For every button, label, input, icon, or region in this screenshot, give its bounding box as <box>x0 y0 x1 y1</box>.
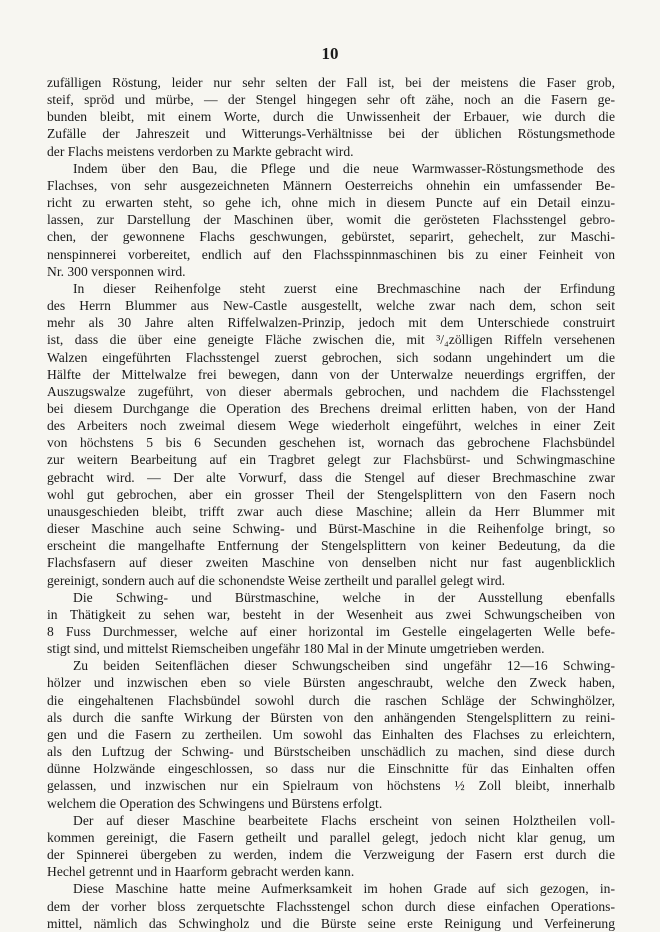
text-line: Diese Maschine hatte meine Aufmerksamkeit im hohen Grade auf sich gezogen, in- <box>73 881 615 897</box>
text-line: Zufälle der Jahreszeit und Witterungs-Verhältnisse bei der üblichen Röstungsmethode <box>47 126 615 142</box>
text-line: zufälligen Röstung, leider nur sehr selten der Fall ist, bei der meistens die Faser grob, <box>47 75 615 90</box>
text-line: als durch die sanfte Wirkung der Bürsten von den anhängenden Stengelsplittern zu reini- <box>47 709 615 725</box>
text-line: des Arbeiters noch zweimal diesem Wege wiederholt eingeführt, welches in einer Zeit <box>47 418 615 434</box>
body-text <box>47 74 615 932</box>
text-line: Auszugswalze zugeführt, von dieser abermals gebrochen, und nachdem die Flachsstengel <box>47 383 615 399</box>
text-line: 8 Fuss Durchmesser, welche auf einer horizontal im Gestelle eingelagerten Welle befe- <box>47 624 615 639</box>
text-line: welchem die Operation des Schwingens und Bürstens erfolgt. <box>47 795 383 811</box>
text-line: bei diesem Durchgange die Operation des Brechens dreimal erlitten haben, von der Hand <box>47 400 615 416</box>
text-line: ist, dass die über eine geneigte Fläche zwischen die, mit ³/₄zölligen Riffeln versehenen <box>47 332 615 348</box>
text-line: der Spinnerei übergeben zu werden, indem die Verzweigung der Fasern erst durch die <box>47 847 615 863</box>
text-line: Indem über den Bau, die Pflege und die neue Warmwasser-Röstungsmethode des <box>73 160 615 176</box>
text-line: des Herrn Blummer aus New-Castle ausgestellt, welche zwar nach dem, schon seit <box>47 298 615 314</box>
text-line: gelassen, und inzwischen nur ein Spielraum von höchstens ½ Zoll bleibt, innerhalb <box>47 778 615 794</box>
page-number: 10 <box>321 44 339 63</box>
text-line: richt zu erwarten steht, so gehe ich, ohne mich in diesem Puncte auf ein Detail einzu- <box>47 195 615 211</box>
text-line: lassen, zur Darstellung der Maschinen über, womit die gerösteten Flachsstengel gebro- <box>47 212 615 228</box>
text-line: Zu beiden Seitenflächen dieser Schwungscheiben sind ungefähr 12—16 Schwing- <box>73 658 615 674</box>
text-line: Flachsfasern auf dieser zweiten Maschine von denselben nicht nur fast augenblicklich <box>47 555 615 571</box>
text-line: hölzer und inzwischen eben so viele Bürsten angeschraubt, welche den Zweck haben, <box>47 675 615 691</box>
text-line: dünne Holzwände eingeschlossen, so dass nur die Einschnitte für das Einhalten offen <box>47 761 615 777</box>
text-line: stigt sind, und mittelst Riemscheiben ungefähr 180 Mal in der Minute umgetrieben werden. <box>47 641 545 657</box>
text-line: bunden bleibt, mit einem Worte, durch die Unwissenheit der Erbauer, wie durch die <box>47 109 615 125</box>
text-line: erscheint die mangelhafte Entfernung der Stengelsplittern von keiner Bedeutung, da die <box>47 538 615 554</box>
text-line: Walzen eingeführten Flachsstengel zuerst gebrochen, sich sodann ungehindert um die <box>47 349 615 365</box>
text-line: Hechel getrennt und in Haarform gebracht werden kann. <box>47 864 355 880</box>
text-line: zur weitern Bearbeitung auf ein Tragbret gelegt zur Flachsbürst- und Schwingmaschine <box>47 452 615 468</box>
text-line: kommen gereinigt, die Fasern getheilt und parallel gelegt, jedoch nicht klar genug, um <box>47 829 615 845</box>
text-line: die eingehaltenen Flachsbündel sowohl durch die raschen Schläge der Schwinghölzer, <box>47 692 615 708</box>
text-line: Die Schwing- und Bürstmaschine, welche in der Ausstellung ebenfalls <box>73 589 615 605</box>
text-line: Der auf dieser Maschine bearbeitete Flachs erscheint von seinen Holztheilen voll- <box>73 812 615 828</box>
text-line: gen und die Fasern zu zertheilen. Um sowohl das Einhalten des Flachses zu erleichtern, <box>47 726 615 742</box>
text-line: Nr. 300 versponnen wird. <box>47 263 186 279</box>
text-line: dem der vorher bloss zerquetschte Flachsstengel schon durch diese einfachen Operations- <box>47 898 615 914</box>
text-line: in Thätigkeit zu sehen war, besteht in der Wesenheit aus zwei Schwungscheiben von <box>47 606 615 622</box>
text-line: In dieser Reihenfolge steht zuerst eine Brechmaschine nach der Erfindung <box>73 280 615 296</box>
text-line: unausgeschieden bleibt, trifft zwar auch diese Maschine; allein da Herr Blummer mit <box>47 503 615 519</box>
text-line: als den Luftzug der Schwing- und Bürstscheiben unschädlich zu machen, sind diese durch <box>47 744 615 760</box>
text-line: mehr als 30 Jahre alten Riffelwalzen-Prinzip, jedoch mit dem Unterschiede construirt <box>47 315 615 331</box>
text-line: der Flachs meistens verdorben zu Markte gebracht wird. <box>47 143 354 159</box>
text-line: dieser Maschine auch seine Schwing- und Bürst-Maschine in die Reihenfolge bringt, so <box>47 521 615 537</box>
text-line: Hälfte der Mittelwalze frei bewegen, dann von der Unterwalze neuerdings ergriffen, der <box>47 366 615 382</box>
text-line: von höchstens 5 bis 6 Secunden geschehen ist, wornach das gebrochene Flachsbündel <box>47 435 615 451</box>
text-line: gebracht wird. — Der alte Vorwurf, dass die Stengel auf dieser Brechmaschine zwar <box>47 469 615 485</box>
text-line: wohl gut gebrochen, aber ein grosser Theil der Stengelsplittern von den Fasern noch <box>47 486 615 502</box>
text-line: gereinigt, sondern auch auf die schonendste Weise zertheilt und parallel gelegt wird. <box>47 572 506 588</box>
text-line: mittel, nämlich das Schwingholz und die Bürste seine erste Reinigung und Verfeinerung <box>47 915 615 931</box>
text-line: chen, der gewonnene Flachs geschwungen, gebürstet, separirt, gehechelt, zur Maschi- <box>47 229 615 245</box>
text-line: Flachses, von sehr ausgezeichneten Männern Oesterreichs ohnehin ein umfassender Be- <box>47 177 615 193</box>
text-line: steif, spröd und mürbe, — der Stengel hingegen sehr oft zähe, noch an die Fasern ge- <box>47 92 615 108</box>
text-line: nenspinnerei vorbereitet, endlich auf den Flachsspinnmaschinen bis zu einer Feinheit von <box>47 246 615 262</box>
